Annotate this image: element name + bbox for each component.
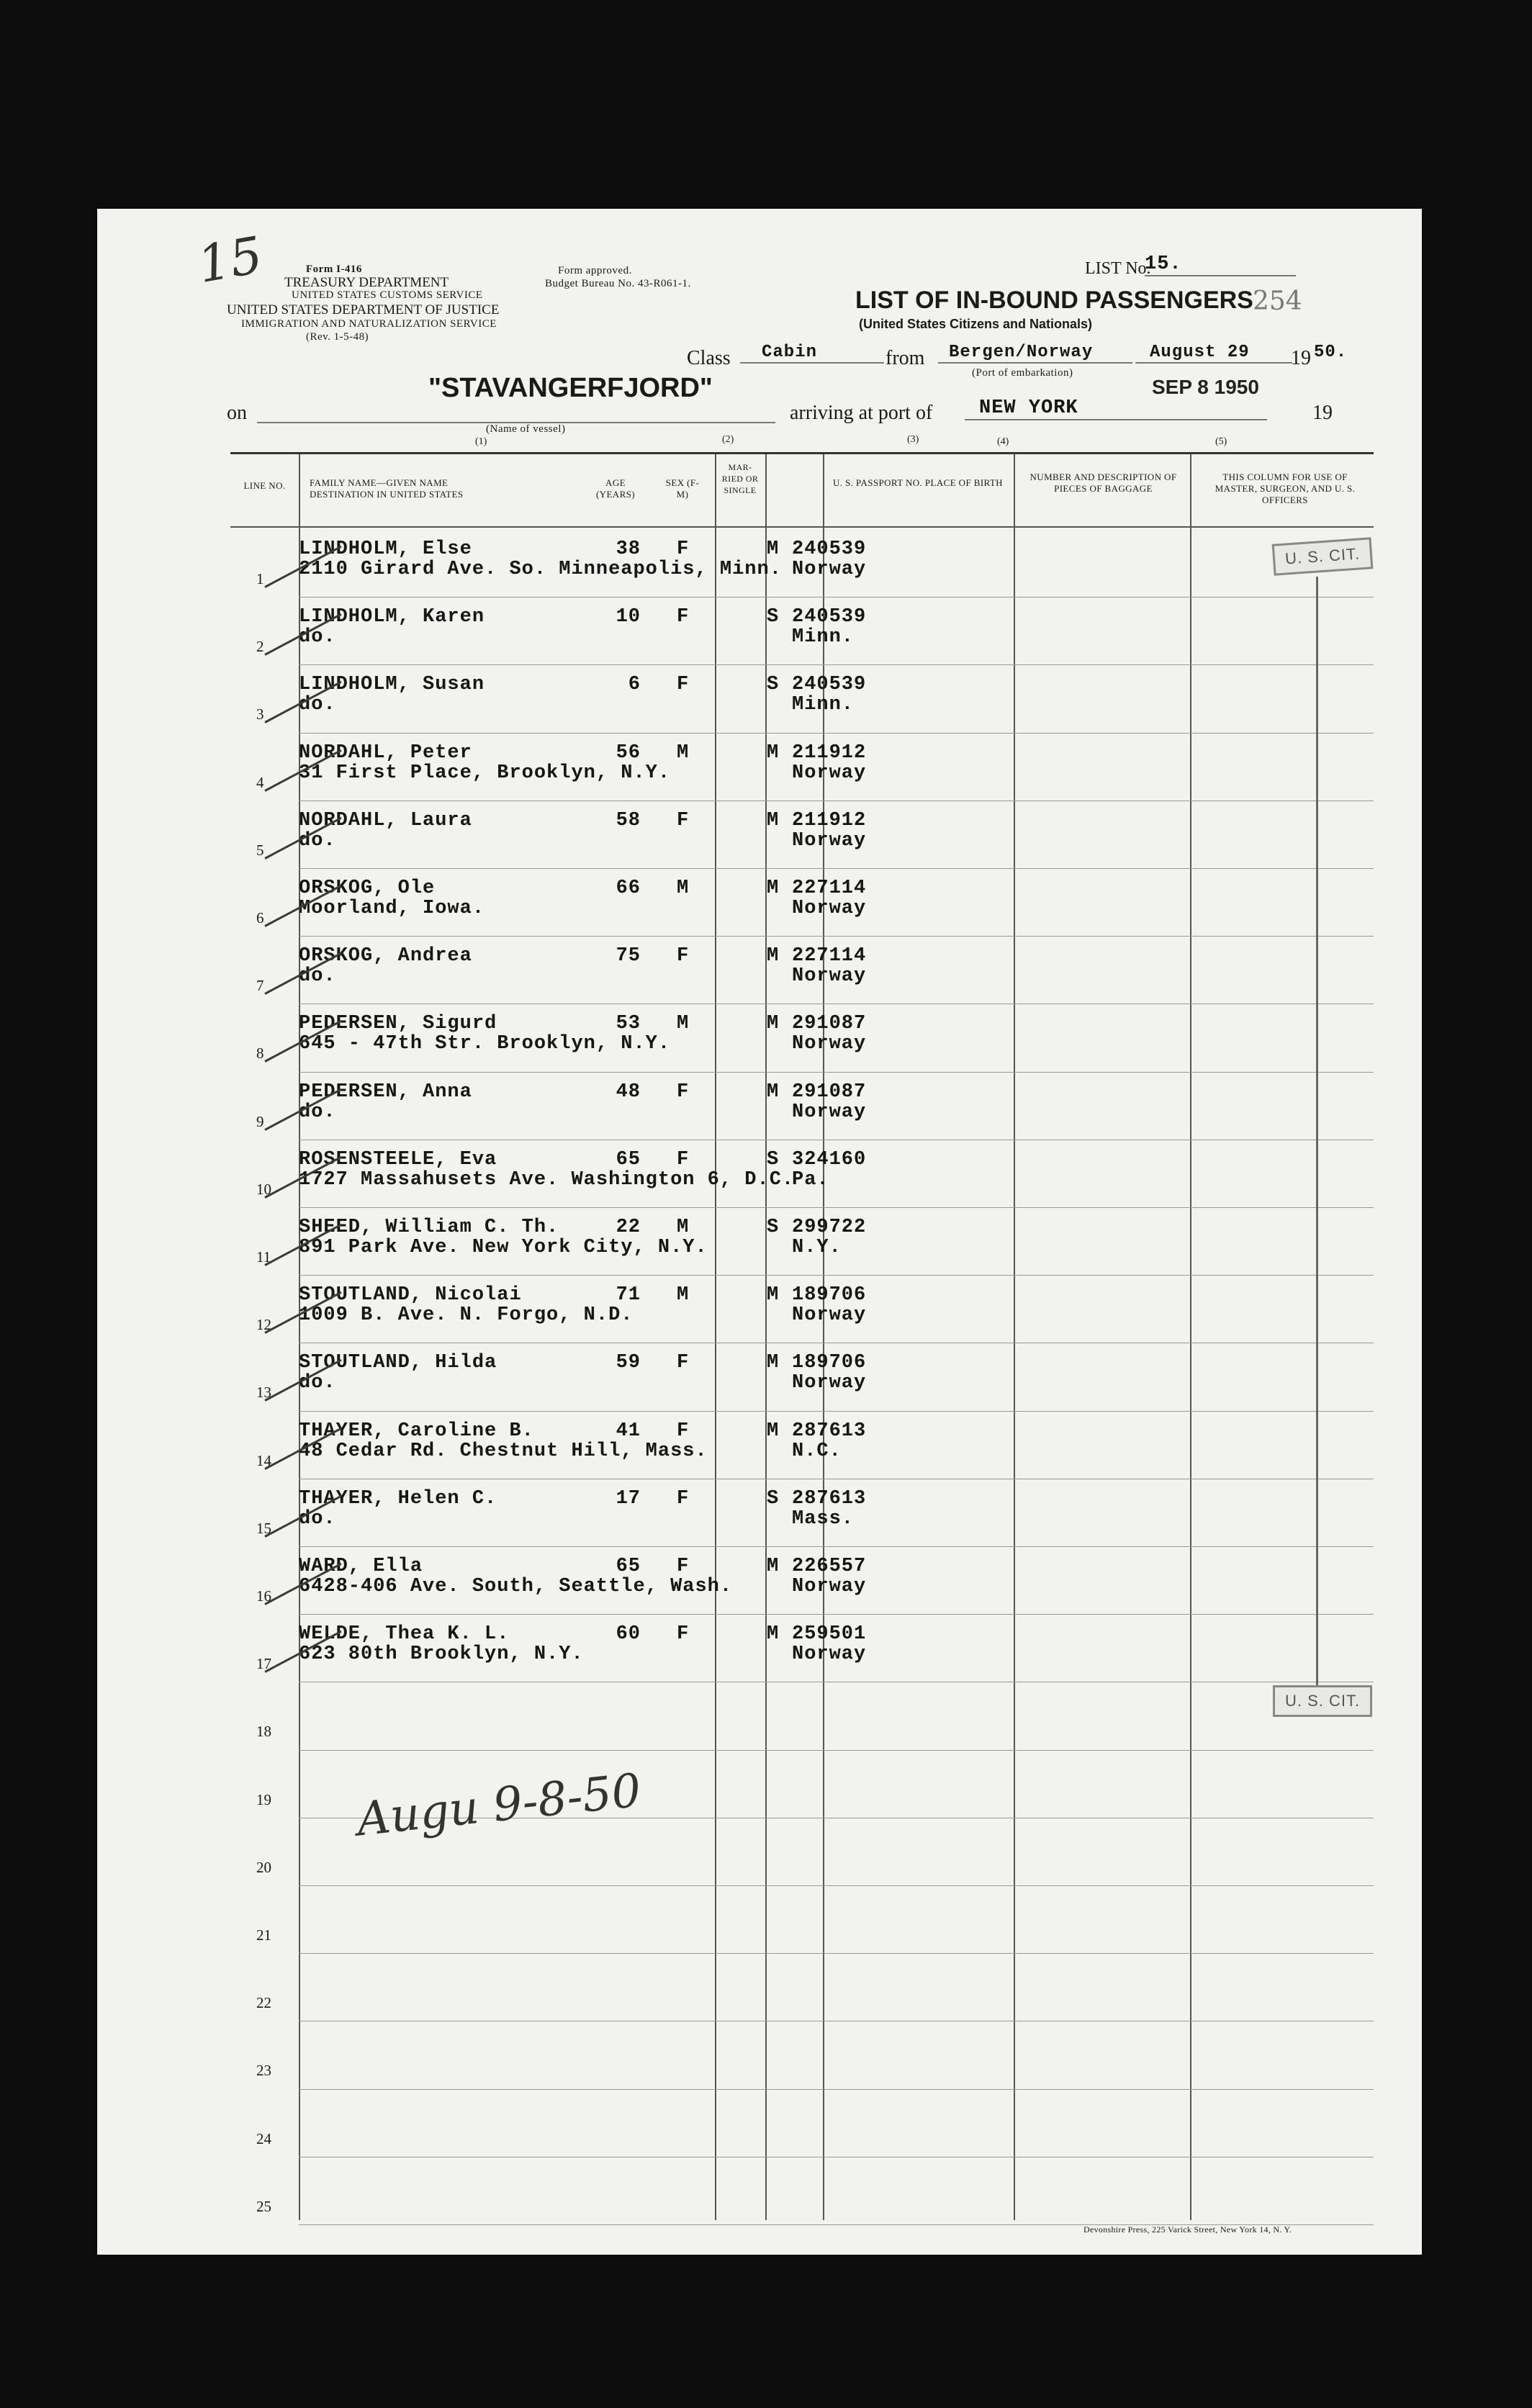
passenger-name: NORDAHL, Laura	[299, 809, 472, 831]
sex: F	[677, 674, 690, 696]
place-of-birth: Norway	[792, 1372, 867, 1394]
sex: F	[677, 1420, 690, 1442]
passenger-name: LINDHOLM, Karen	[299, 606, 485, 628]
us-citizen-stamp-top: U. S. CIT.	[1272, 537, 1374, 576]
header-sex: SEX (F-M)	[665, 477, 700, 500]
destination: 48 Cedar Rd. Chestnut Hill, Mass.	[299, 1440, 708, 1462]
table-row	[230, 665, 1374, 733]
age: 10	[616, 606, 641, 628]
header-passport-birth: U. S. PASSPORT NO. PLACE OF BIRTH	[833, 477, 1003, 488]
table-row	[230, 1343, 1374, 1411]
destination: do.	[299, 829, 336, 852]
line-number: 19	[256, 1790, 271, 1808]
marital-status: M	[767, 878, 780, 899]
passenger-name: THAYER, Helen C.	[299, 1487, 497, 1510]
line-number: 14	[256, 1451, 271, 1469]
age: 48	[616, 1081, 641, 1103]
place-of-birth: Norway	[792, 898, 867, 919]
table-row	[230, 1073, 1374, 1140]
line-number: 8	[256, 1045, 264, 1063]
line-number: 13	[256, 1384, 271, 1402]
table-row	[230, 1547, 1374, 1615]
line-number: 9	[256, 1112, 264, 1130]
line-number: 2	[256, 638, 264, 656]
line-number: 12	[256, 1316, 271, 1334]
passenger-name: ORSKOG, Ole	[299, 878, 436, 899]
destination: do.	[299, 626, 336, 649]
sex: F	[677, 606, 690, 628]
table-row	[230, 1954, 1374, 2021]
line-number: 22	[256, 1994, 271, 2012]
age: 66	[616, 878, 641, 899]
header-age: AGE (YEARS)	[595, 477, 636, 500]
place-of-birth: Norway	[792, 1033, 867, 1055]
marital-status: M	[767, 1013, 780, 1035]
marital-status: S	[767, 1217, 780, 1238]
on-label: on	[227, 402, 247, 424]
passport-number: 227114	[792, 945, 867, 968]
arriving-port: NEW YORK	[965, 397, 1267, 420]
line-number: 3	[256, 705, 264, 723]
passport-number: 287613	[792, 1487, 867, 1510]
departure-date: August 29	[1135, 343, 1292, 364]
sex: F	[677, 1487, 690, 1510]
marital-status: S	[767, 674, 780, 696]
line-number: 11	[256, 1248, 271, 1266]
place-of-birth: Norway	[792, 1304, 867, 1327]
passenger-name: ROSENSTEELE, Eva	[299, 1148, 497, 1171]
marital-status: M	[767, 1081, 780, 1103]
budget-bureau-number: Budget Bureau No. 43-R061-1.	[545, 278, 691, 289]
passenger-name: LINDHOLM, Else	[299, 538, 472, 560]
page-stamp-number: 254	[1253, 287, 1302, 316]
column-number-3: (3)	[907, 434, 919, 445]
port-embarkation-caption: (Port of embarkation)	[972, 367, 1073, 379]
sex: F	[677, 538, 690, 560]
age: 17	[616, 1487, 641, 1510]
sex: F	[677, 1081, 690, 1103]
destination: do.	[299, 694, 336, 716]
destination: do.	[299, 1372, 336, 1394]
destination: 1727 Massahusets Ave. Washington 6, D.C.	[299, 1168, 795, 1191]
passenger-name: LINDHOLM, Susan	[299, 674, 485, 696]
passenger-name: ORSKOG, Andrea	[299, 945, 472, 968]
table-row	[230, 1140, 1374, 1208]
class-value: Cabin	[740, 343, 884, 364]
place-of-birth: Minn.	[792, 626, 855, 649]
table-row	[230, 734, 1374, 801]
passenger-table	[230, 434, 1374, 2220]
table-row	[230, 1412, 1374, 1479]
table-row	[230, 530, 1374, 598]
margin-note: 15	[193, 225, 267, 295]
table-row	[230, 1886, 1374, 1954]
passport-number: 240539	[792, 606, 867, 628]
customs-service: UNITED STATES CUSTOMS SERVICE	[292, 289, 483, 301]
line-number: 10	[256, 1180, 271, 1198]
marital-status: M	[767, 741, 780, 764]
passport-number: 211912	[792, 741, 867, 764]
passenger-name: THAYER, Caroline B.	[299, 1420, 534, 1442]
sex: M	[677, 878, 690, 899]
age: 65	[616, 1148, 641, 1171]
passenger-name: SHEED, William C. Th.	[299, 1217, 559, 1238]
sex: M	[677, 741, 690, 764]
sex: M	[677, 1284, 690, 1307]
place-of-birth: Norway	[792, 829, 867, 852]
age: 6	[628, 674, 641, 696]
column-number-2: (2)	[722, 434, 734, 445]
line-number: 7	[256, 977, 264, 995]
line-number: 15	[256, 1519, 271, 1537]
destination: 645 - 47th Str. Brooklyn, N.Y.	[299, 1033, 671, 1055]
marital-status: M	[767, 1420, 780, 1442]
treasury-department: TREASURY DEPARTMENT	[284, 275, 449, 290]
passport-number: 189706	[792, 1284, 867, 1307]
place-of-birth: Mass.	[792, 1507, 855, 1530]
line-number: 1	[256, 570, 264, 587]
stamp-connector-line	[1316, 577, 1318, 1685]
passport-number: 226557	[792, 1556, 867, 1577]
age: 58	[616, 809, 641, 831]
age: 60	[616, 1623, 641, 1646]
immigration-service: IMMIGRATION AND NATURALIZATION SERVICE	[241, 318, 497, 330]
list-subtitle: (United States Citizens and Nationals)	[859, 317, 1093, 331]
destination: 31 First Place, Brooklyn, N.Y.	[299, 762, 671, 784]
table-row	[230, 801, 1374, 869]
form-revision: (Rev. 1-5-48)	[306, 331, 369, 343]
passenger-name: PEDERSEN, Anna	[299, 1081, 472, 1103]
vessel-name: "STAVANGERFJORD"	[428, 373, 713, 403]
marital-status: S	[767, 1487, 780, 1510]
destination: 2110 Girard Ave. So. Minneapolis, Minn.	[299, 559, 782, 580]
sex: F	[677, 809, 690, 831]
age: 59	[616, 1352, 641, 1374]
place-of-birth: Norway	[792, 965, 867, 988]
column-number-1-top: (1)	[475, 436, 487, 447]
destination: 891 Park Ave. New York City, N.Y.	[299, 1237, 708, 1258]
arrival-year-prefix: 19	[1312, 402, 1333, 424]
place-of-birth: Minn.	[792, 694, 855, 716]
marital-status: M	[767, 945, 780, 968]
year-value: 50.	[1314, 343, 1348, 362]
arrival-date-stamp: SEP 8 1950	[1152, 376, 1259, 398]
marital-status: M	[767, 1556, 780, 1577]
line-number: 16	[256, 1587, 271, 1605]
line-number: 21	[256, 1926, 271, 1944]
table-row	[230, 2021, 1374, 2089]
list-number-label: LIST No.	[1085, 259, 1151, 278]
passenger-name: PEDERSEN, Sigurd	[299, 1013, 497, 1035]
passport-number: 227114	[792, 878, 867, 899]
passport-number: 287613	[792, 1420, 867, 1442]
place-of-birth: Norway	[792, 1101, 867, 1123]
age: 71	[616, 1284, 641, 1307]
sex: F	[677, 1148, 690, 1171]
table-row	[230, 1615, 1374, 1682]
place-of-birth: Norway	[792, 1643, 867, 1666]
table-row	[230, 1208, 1374, 1276]
place-of-birth: Norway	[792, 1576, 867, 1597]
passport-number: 324160	[792, 1148, 867, 1171]
destination: 623 80th Brooklyn, N.Y.	[299, 1643, 584, 1666]
marital-status: M	[767, 538, 780, 560]
line-number: 23	[256, 2062, 271, 2080]
department-of-justice: UNITED STATES DEPARTMENT OF JUSTICE	[227, 302, 500, 317]
header-officers: THIS COLUMN FOR USE OF MASTER, SURGEON, AND U. S. OFFICERS	[1215, 472, 1356, 505]
age: 53	[616, 1013, 641, 1035]
class-label: Class	[687, 347, 731, 369]
table-row	[230, 1479, 1374, 1547]
header-name-destination: FAMILY NAME—GIVEN NAME DESTINATION IN UNITED STATES	[310, 477, 464, 500]
age: 75	[616, 945, 641, 968]
place-of-birth: N.C.	[792, 1440, 842, 1462]
from-label: from	[886, 347, 925, 369]
place-of-birth: Norway	[792, 762, 867, 784]
passport-number: 211912	[792, 809, 867, 831]
line-number: 17	[256, 1655, 271, 1673]
printer-imprint: Devonshire Press, 225 Varick Street, New York 14, N. Y.	[1083, 2224, 1292, 2235]
list-title: LIST OF IN-BOUND PASSENGERS	[855, 287, 1253, 314]
passenger-name: WELDE, Thea K. L.	[299, 1623, 510, 1646]
passport-number: 240539	[792, 674, 867, 696]
table-row	[230, 2090, 1374, 2157]
place-of-birth: Norway	[792, 559, 867, 580]
column-number-4-top: (4)	[997, 436, 1009, 447]
age: 22	[616, 1217, 641, 1238]
table-row	[230, 1004, 1374, 1072]
destination: 1009 B. Ave. N. Forgo, N.D.	[299, 1304, 634, 1327]
marital-status: M	[767, 1284, 780, 1307]
line-number: 4	[256, 773, 264, 791]
header-marital: MAR-RIED OR SINGLE	[721, 462, 759, 495]
vessel-caption: (Name of vessel)	[486, 423, 566, 435]
place-of-birth: Pa.	[792, 1168, 829, 1191]
table-row	[230, 598, 1374, 665]
line-number: 5	[256, 841, 264, 859]
place-of-birth: N.Y.	[792, 1237, 842, 1258]
marital-status: M	[767, 1352, 780, 1374]
passport-number: 189706	[792, 1352, 867, 1374]
passenger-name: NORDAHL, Peter	[299, 741, 472, 764]
sex: M	[677, 1013, 690, 1035]
sex: F	[677, 1556, 690, 1577]
column-number-5-top: (5)	[1215, 436, 1227, 447]
age: 41	[616, 1420, 641, 1442]
handwritten-date-note: Augu 9-8-50	[354, 1764, 644, 1847]
marital-status: M	[767, 809, 780, 831]
passport-number: 299722	[792, 1217, 867, 1238]
sex: M	[677, 1217, 690, 1238]
age: 65	[616, 1556, 641, 1577]
passenger-name: WARD, Ella	[299, 1556, 423, 1577]
line-number: 20	[256, 1858, 271, 1876]
table-row	[230, 1682, 1374, 1750]
sex: F	[677, 945, 690, 968]
line-number: 18	[256, 1723, 271, 1741]
age: 56	[616, 741, 641, 764]
header-line-no: LINE NO.	[243, 480, 286, 491]
header-baggage: NUMBER AND DESCRIPTION OF PIECES OF BAGGAGE	[1029, 472, 1177, 494]
line-number: 6	[256, 909, 264, 926]
us-citizen-stamp-bottom: U. S. CIT.	[1273, 1685, 1372, 1717]
marital-status: S	[767, 606, 780, 628]
passenger-name: STOUTLAND, Nicolai	[299, 1284, 522, 1307]
passenger-name: STOUTLAND, Hilda	[299, 1352, 497, 1374]
destination: 6428-406 Ave. South, Seattle, Wash.	[299, 1576, 733, 1597]
arriving-label: arriving at port of	[790, 402, 933, 424]
marital-status: S	[767, 1148, 780, 1171]
table-row	[230, 937, 1374, 1004]
sex: F	[677, 1623, 690, 1646]
line-number: 24	[256, 2129, 271, 2147]
from-value: Bergen/Norway	[938, 343, 1132, 364]
destination: do.	[299, 965, 336, 988]
destination: do.	[299, 1101, 336, 1123]
age: 38	[616, 538, 641, 560]
table-row	[230, 2157, 1374, 2225]
line-number: 25	[256, 2197, 271, 2215]
passport-number: 259501	[792, 1623, 867, 1646]
sex: F	[677, 1352, 690, 1374]
marital-status: M	[767, 1623, 780, 1646]
destination: Moorland, Iowa.	[299, 898, 485, 919]
form-number: Form I-416	[306, 263, 362, 275]
form-approved: Form approved.	[558, 265, 632, 276]
destination: do.	[299, 1507, 336, 1530]
list-number-value: 15.	[1145, 253, 1296, 276]
table-row	[230, 1276, 1374, 1343]
table-row	[230, 869, 1374, 937]
passport-number: 240539	[792, 538, 867, 560]
passport-number: 291087	[792, 1013, 867, 1035]
passport-number: 291087	[792, 1081, 867, 1103]
passenger-manifest-page	[97, 209, 1422, 2255]
year-prefix: 19	[1291, 347, 1311, 369]
